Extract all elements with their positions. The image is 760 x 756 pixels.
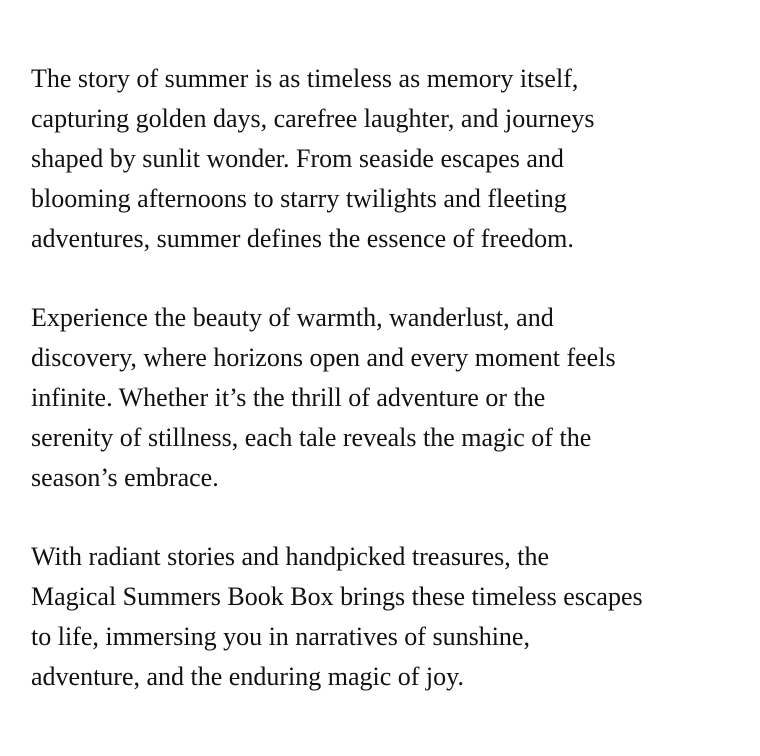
body-text	[31, 59, 741, 697]
paragraph-intro	[31, 59, 741, 259]
text-line: Experience the beauty of warmth, wanderlust, and	[31, 303, 554, 332]
text-line: With radiant stories and handpicked treasures, the	[31, 542, 550, 571]
text-line: infinite. Whether it’s the thrill of adventure or the	[31, 383, 546, 412]
text-line: to life, immersing you in narratives of sunshine,	[31, 622, 530, 651]
text-line: blooming afternoons to starry twilights and fleeting	[31, 184, 567, 213]
text-line: shaped by sunlit wonder. From seaside escapes and	[31, 144, 564, 173]
text-line: adventures, summer defines the essence of freedom.	[31, 224, 574, 253]
text-line: The story of summer is as timeless as memory itself,	[31, 64, 579, 93]
text-line: adventure, and the enduring magic of joy.	[31, 662, 464, 691]
text-line: capturing golden days, carefree laughter, and journeys	[31, 104, 595, 133]
text-line: serenity of stillness, each tale reveals the magic of the	[31, 423, 592, 452]
paragraph-book-box	[31, 537, 741, 697]
text-line: discovery, where horizons open and every moment feels	[31, 343, 616, 372]
paragraph-experience	[31, 298, 741, 498]
text-line: Magical Summers Book Box brings these timeless escapes	[31, 582, 643, 611]
text-line: season’s embrace.	[31, 463, 219, 492]
